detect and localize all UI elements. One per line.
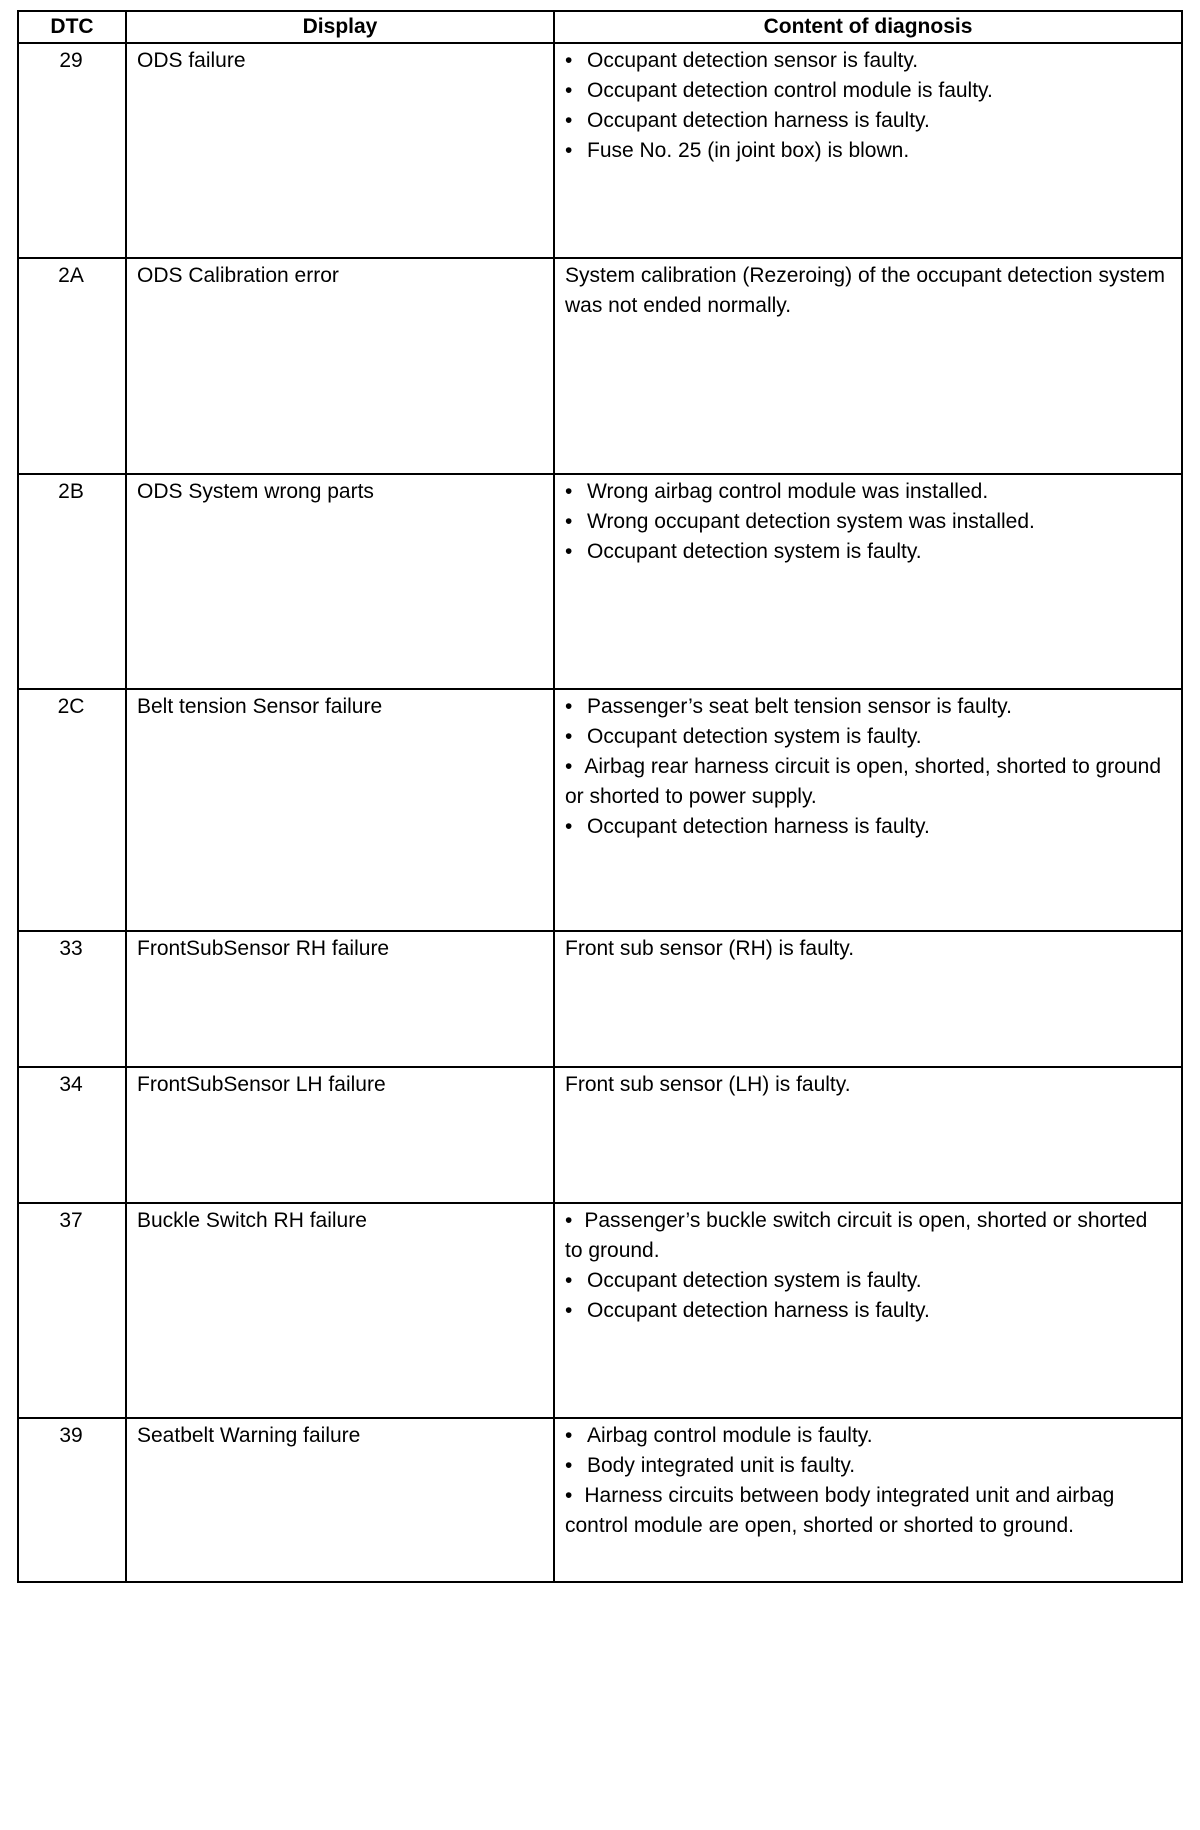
header-display: Display: [126, 11, 554, 43]
diagnosis-bullet: • Airbag rear harness circuit is open, shorted, shorted to ground or shorted to power supply.: [565, 752, 1169, 812]
display-text: Seatbelt Warning failure: [126, 1418, 554, 1582]
table-row: [18, 474, 1182, 689]
diagnosis-content: [554, 1203, 1182, 1418]
dtc-code: 2C: [18, 689, 126, 931]
dtc-code: 2B: [18, 474, 126, 689]
diagnosis-content: [554, 43, 1182, 258]
diagnosis-bullet: • Occupant detection harness is faulty.: [565, 106, 1169, 136]
diagnosis-bullet: • Airbag control module is faulty.: [565, 1421, 1169, 1451]
dtc-code: 33: [18, 931, 126, 1067]
table-row: [18, 1203, 1182, 1418]
diagnosis-bullet: • Body integrated unit is faulty.: [565, 1451, 1169, 1481]
dtc-code: 29: [18, 43, 126, 258]
table-row: [18, 1418, 1182, 1582]
header-content: Content of diagnosis: [554, 11, 1182, 43]
table-row: [18, 1067, 1182, 1203]
diagnosis-bullet: • Fuse No. 25 (in joint box) is blown.: [565, 136, 1169, 166]
display-text: Buckle Switch RH failure: [126, 1203, 554, 1418]
display-text: ODS Calibration error: [126, 258, 554, 474]
diagnosis-bullet: • Occupant detection control module is faulty.: [565, 76, 1169, 106]
diagnosis-bullet: • Occupant detection system is faulty.: [565, 722, 1169, 752]
dtc-code: 39: [18, 1418, 126, 1582]
diagnosis-bullet: • Wrong airbag control module was installed.: [565, 477, 1169, 507]
table-row: [18, 931, 1182, 1067]
table-row: [18, 43, 1182, 258]
dtc-table: [17, 10, 1183, 1583]
dtc-code: 2A: [18, 258, 126, 474]
diagnosis-bullet: • Passenger’s seat belt tension sensor is faulty.: [565, 692, 1169, 722]
diagnosis-bullet: • Passenger’s buckle switch circuit is open, shorted or shorted to ground.: [565, 1206, 1169, 1266]
display-text: Belt tension Sensor failure: [126, 689, 554, 931]
diagnosis-paragraph: System calibration (Rezeroing) of the occupant detection system was not ended normally.: [565, 264, 1165, 317]
dtc-code: 37: [18, 1203, 126, 1418]
display-text: ODS System wrong parts: [126, 474, 554, 689]
table-header-row: [18, 11, 1182, 43]
diagnosis-content: [554, 1418, 1182, 1582]
diagnosis-bullet: • Harness circuits between body integrated unit and airbag control module are open, shorted or shorted to ground.: [565, 1481, 1169, 1541]
diagnosis-paragraph: Front sub sensor (RH) is faulty.: [565, 937, 855, 960]
diagnosis-bullet: • Occupant detection sensor is faulty.: [565, 46, 1169, 76]
diagnosis-bullet: • Occupant detection system is faulty.: [565, 1266, 1169, 1296]
header-dtc: DTC: [18, 11, 126, 43]
table-row: [18, 689, 1182, 931]
diagnosis-content: [554, 258, 1182, 474]
diagnosis-bullet: • Occupant detection harness is faulty.: [565, 812, 1169, 842]
diagnosis-bullet: • Occupant detection system is faulty.: [565, 537, 1169, 567]
diagnosis-content: [554, 474, 1182, 689]
dtc-code: 34: [18, 1067, 126, 1203]
diagnosis-paragraph: Front sub sensor (LH) is faulty.: [565, 1073, 851, 1096]
table-row: [18, 258, 1182, 474]
diagnosis-content: [554, 689, 1182, 931]
diagnosis-bullet: • Occupant detection harness is faulty.: [565, 1296, 1169, 1326]
display-text: ODS failure: [126, 43, 554, 258]
diagnosis-bullet: • Wrong occupant detection system was installed.: [565, 507, 1169, 537]
table-body: [18, 43, 1182, 1582]
diagnosis-content: [554, 931, 1182, 1067]
display-text: FrontSubSensor RH failure: [126, 931, 554, 1067]
diagnosis-content: [554, 1067, 1182, 1203]
display-text: FrontSubSensor LH failure: [126, 1067, 554, 1203]
